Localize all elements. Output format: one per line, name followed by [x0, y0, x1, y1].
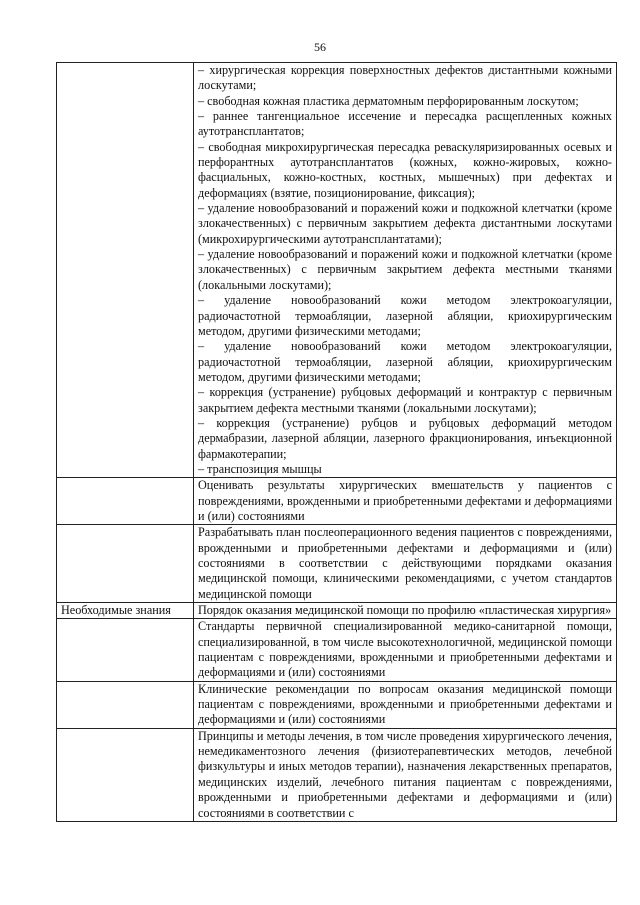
table-row [57, 619, 617, 681]
row-label [57, 478, 194, 525]
row-content [194, 63, 617, 478]
table-row [57, 63, 617, 478]
list-item: – удаление новообразований кожи методом электрокоагуляции, радиочастотной термоабляции, лазерной абляции, криохирургическим методом, другими физическими методами; [198, 293, 612, 338]
table-row [57, 525, 617, 603]
section-label-required-knowledge: Необходимые знания [57, 603, 194, 619]
table-row [57, 728, 617, 821]
row-content: Разрабатывать план послеоперационного ведения пациентов с повреждениями, врожденными и приобретенными дефектами и деформациями и (или) состояниями в соответствии с действующими порядками оказания медицинской помощи, клиническими рекомендациями, с учетом стандартов медицинской помощи [194, 525, 617, 603]
row-label [57, 619, 194, 681]
row-content: Стандарты первичной специализированной медико-санитарной помощи, специализированной, в том числе высокотехнологичной, медицинской помощи пациентам с повреждениями, врожденными и приобретенными дефектами и деформациями и (или) состояниями [194, 619, 617, 681]
list-item: – хирургическая коррекция поверхностных дефектов дистантными кожными лоскутами; [198, 63, 612, 93]
competency-table [56, 62, 617, 822]
list-item: – свободная кожная пластика дерматомным перфорированным лоскутом; [198, 93, 579, 108]
list-item: – раннее тангенциальное иссечение и пересадка расщепленных кожных аутотрансплантатов; [198, 109, 612, 139]
row-content: Оценивать результаты хирургических вмешательств у пациентов с повреждениями, врожденными и приобретенными дефектами и деформациями и (или) состояниями [194, 478, 617, 525]
row-content: Порядок оказания медицинской помощи по профилю «пластическая хирургия» [194, 603, 617, 619]
list-item: – коррекция (устранение) рубцовых деформаций и контрактур с первичным закрытием дефекта местными тканями (локальными лоскутами); [198, 385, 612, 415]
list-item: – удаление новообразований и поражений кожи и подкожной клетчатки (кроме злокачественных) с первичным закрытием дефекта дистантными лоскутами (микрохирургическими аутотрансплантатами); [198, 201, 612, 246]
page-number: 56 [314, 40, 326, 54]
row-label [57, 728, 194, 821]
table-row [57, 478, 617, 525]
list-item: – свободная микрохирургическая пересадка реваскуляризированных осевых и перфорантных аутотрансплантатов (кожных, кожно-жировых, кожно-фасциальных, кожно-костных, костных, мышечных) при дефектах и деформациях (взятие, позиционирование, фиксация); [198, 139, 612, 200]
list-item: – транспозиция мышцы [198, 461, 322, 476]
list-item: – удаление новообразований кожи методом электрокоагуляции, радиочастотной термоабляции, лазерной абляции, криохирургическим методом, другими физическими методами; [198, 339, 612, 384]
row-label [57, 681, 194, 728]
table-row [57, 681, 617, 728]
table-row [57, 603, 617, 619]
list-item: – удаление новообразований и поражений кожи и подкожной клетчатки (кроме злокачественных) с первичным закрытием дефекта местными тканями (локальными лоскутами); [198, 247, 612, 292]
row-label [57, 63, 194, 478]
row-content: Клинические рекомендации по вопросам оказания медицинской помощи пациентам с повреждениями, врожденными и приобретенными дефектами и деформациями и (или) состояниями [194, 681, 617, 728]
row-content: Принципы и методы лечения, в том числе проведения хирургического лечения, немедикаментозного лечения (физиотерапевтических методов, лечебной физкультуры и иных методов терапии), назначения лекарственных препаратов, медицинских изделий, лечебного питания пациентам с повреждениями, врожденными и приобретенными дефектами и деформациями и (или) состояниями в соответствии с [194, 728, 617, 821]
row-label [57, 525, 194, 603]
list-item: – коррекция (устранение) рубцов и рубцовых деформаций методом дермабразии, лазерной абляции, лазерного фракционирования, инъекционной фармакотерапии; [198, 415, 612, 461]
